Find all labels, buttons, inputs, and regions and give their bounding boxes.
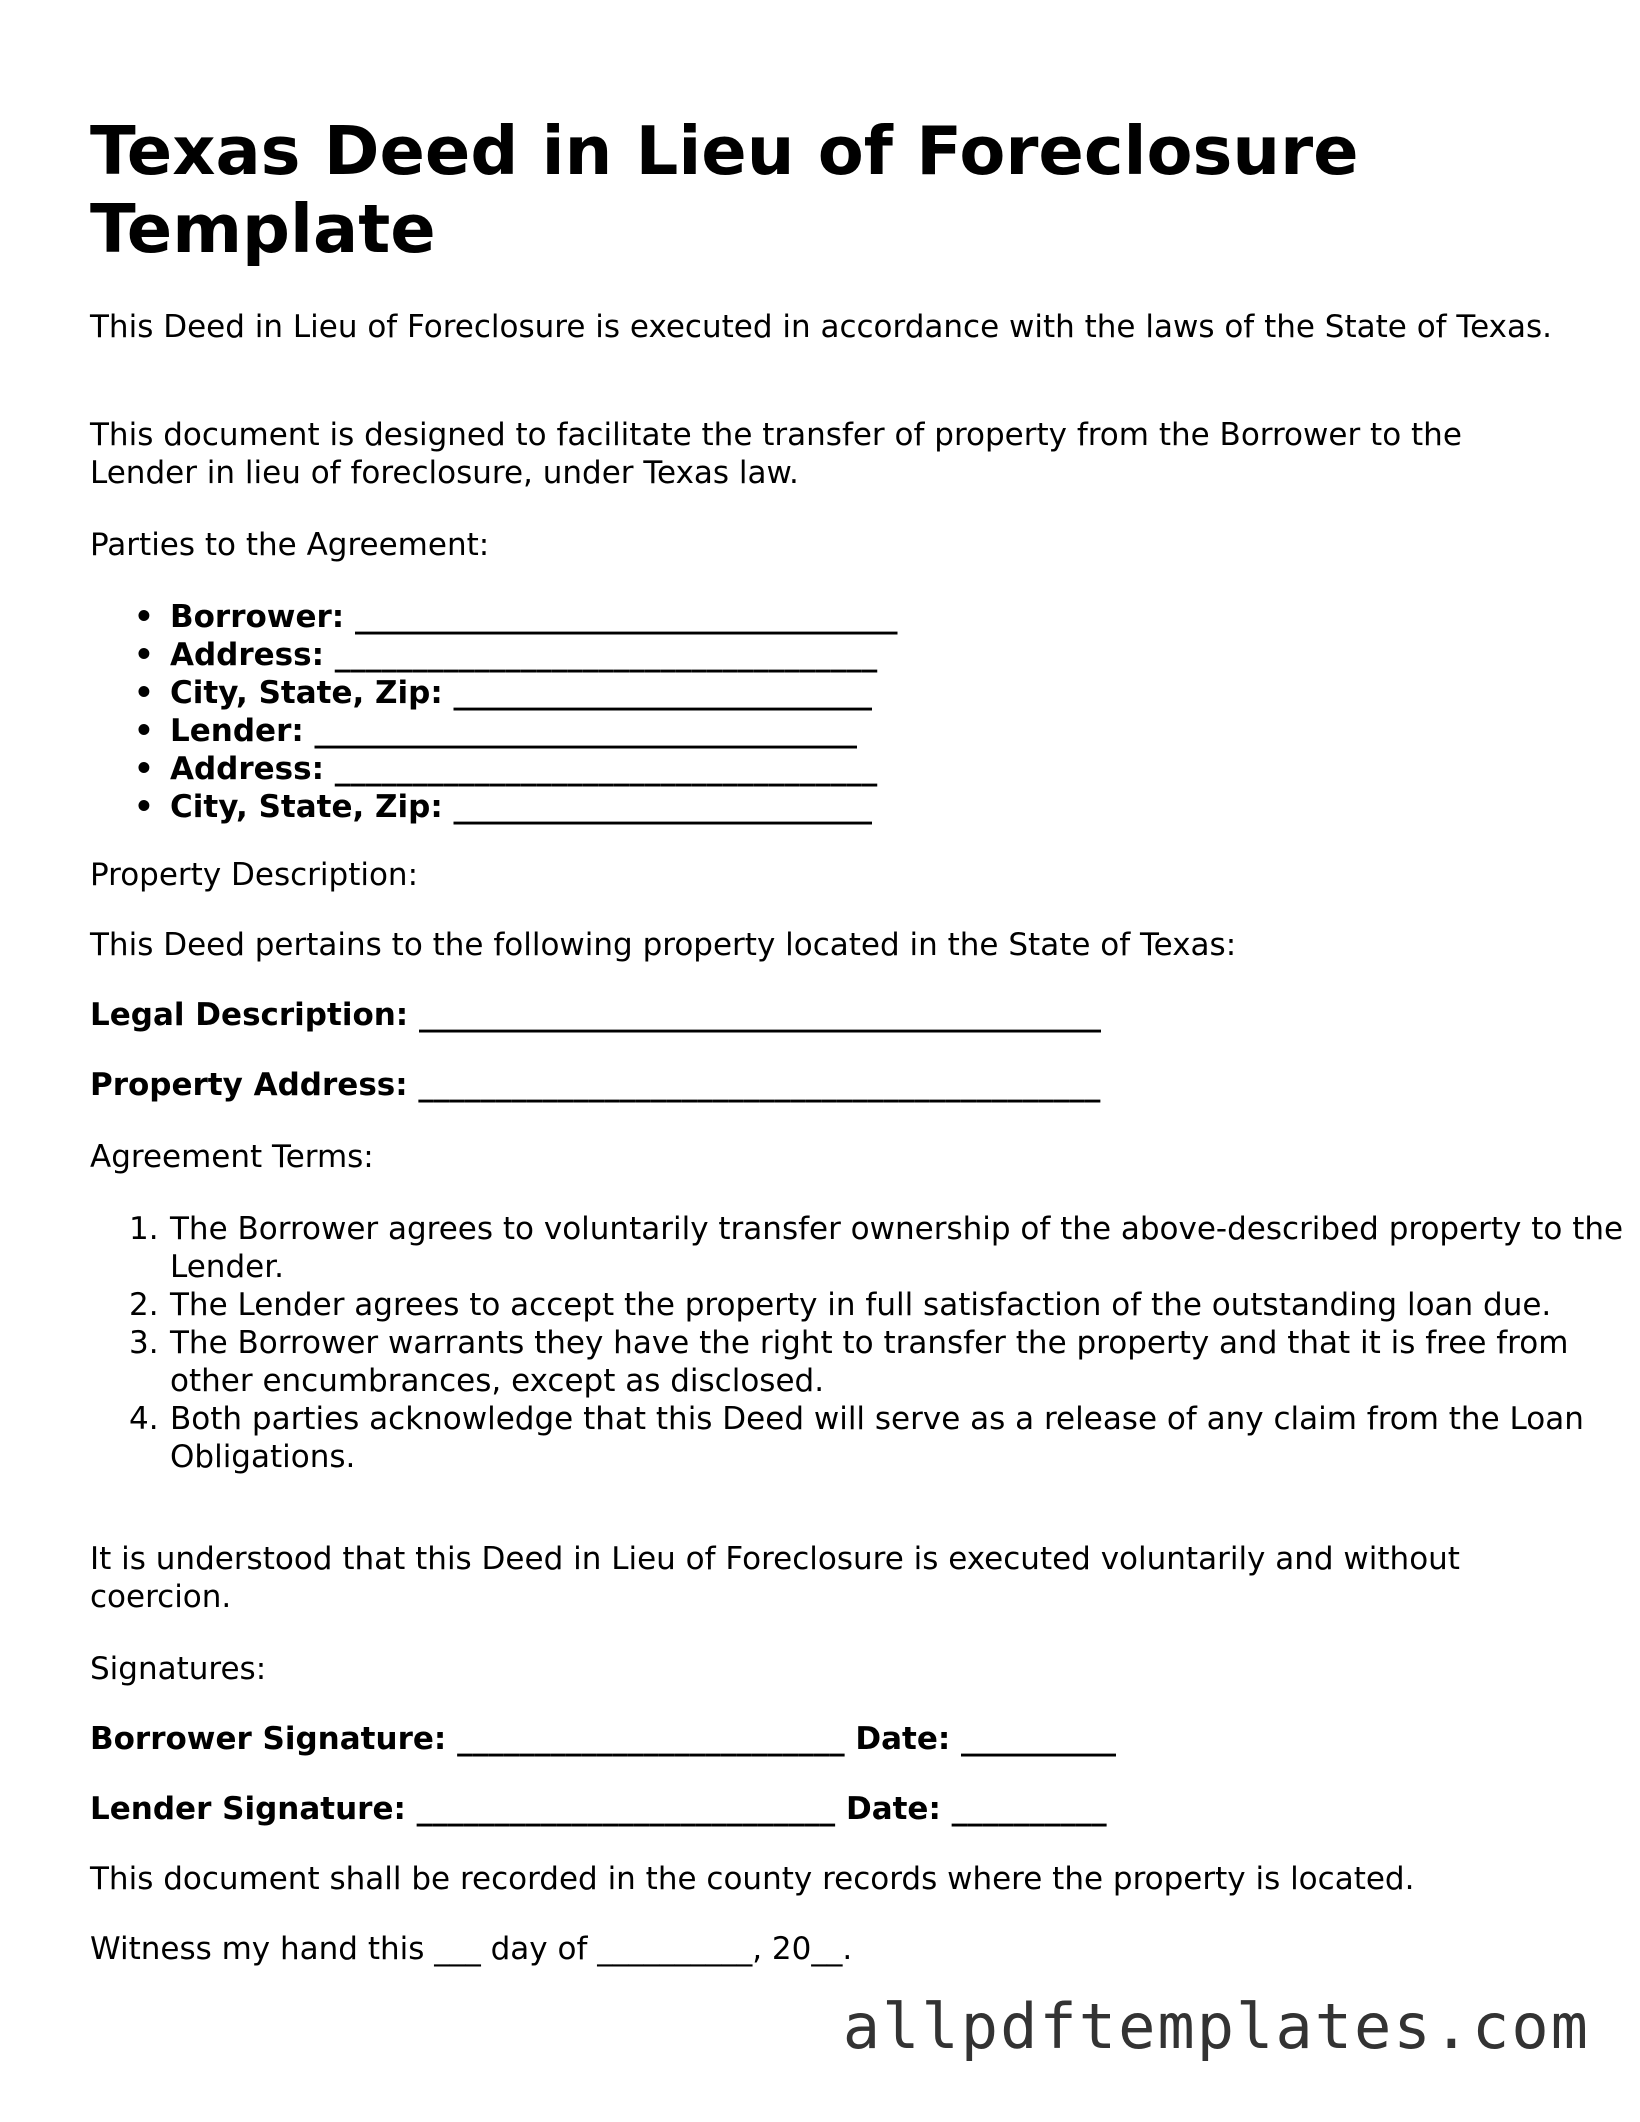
party-borrower-address-field: • Address: ___________________________________ — [170, 636, 897, 674]
site-watermark: allpdftemplates.com — [842, 1990, 1590, 2063]
property-address-field: Property Address: ____________________________________________ — [90, 1067, 1101, 1103]
party-lender-address-field: • Address: ___________________________________ — [170, 750, 897, 788]
terms-list — [90, 1210, 1630, 1476]
lender-signature-field: Lender Signature: ___________________________ Date: __________ — [90, 1791, 1107, 1827]
borrower-signature-field: Borrower Signature: _________________________ Date: __________ — [90, 1721, 1117, 1757]
term-number: 4. — [129, 1401, 159, 1437]
property-text: This Deed pertains to the following property located in the State of Texas: — [90, 927, 1237, 963]
term-number: 2. — [129, 1287, 159, 1323]
term-text: The Borrower warrants they have the right to transfer the property and that it is free from other encumbrances, except as disclosed. — [170, 1325, 1569, 1399]
party-borrower-city-field: • City, State, Zip: ___________________________ — [170, 674, 897, 712]
term-number: 1. — [129, 1211, 159, 1247]
document-title: Texas Deed in Lieu of Foreclosure Template — [90, 112, 1359, 268]
term-text: The Borrower agrees to voluntarily transfer ownership of the above-described property to the Lender. — [170, 1211, 1624, 1285]
legal-description-field: Legal Description: ____________________________________________ — [90, 997, 1101, 1033]
party-lender-field: • Lender: ___________________________________ — [170, 712, 897, 750]
signatures-heading: Signatures: — [90, 1651, 267, 1687]
parties-list — [90, 598, 897, 826]
term-item — [129, 1210, 1630, 1286]
terms-heading: Agreement Terms: — [90, 1139, 374, 1175]
intro-paragraph-1: This Deed in Lieu of Foreclosure is executed in accordance with the laws of the State of Texas. — [90, 309, 1552, 345]
term-item — [129, 1324, 1630, 1400]
intro-paragraph-2: This document is designed to facilitate the transfer of property from the Borrower to the Lender in lieu of foreclosure, under Texas law. — [90, 417, 1462, 491]
term-text: The Lender agrees to accept the property in full satisfaction of the outstanding loan due. — [170, 1287, 1552, 1323]
party-lender-city-field: • City, State, Zip: ___________________________ — [170, 788, 897, 826]
recorded-paragraph: This document shall be recorded in the county records where the property is located. — [90, 1861, 1415, 1897]
term-item — [129, 1286, 1630, 1324]
term-number: 3. — [129, 1325, 159, 1361]
party-borrower-field: • Borrower: ___________________________________ — [170, 598, 897, 636]
property-heading: Property Description: — [90, 857, 419, 893]
parties-heading: Parties to the Agreement: — [90, 527, 490, 563]
understood-paragraph: It is understood that this Deed in Lieu of Foreclosure is executed voluntarily and without coercion. — [90, 1541, 1460, 1615]
witness-line: Witness my hand this ___ day of __________, 20__. — [90, 1931, 853, 1967]
term-text: Both parties acknowledge that this Deed will serve as a release of any claim from the Loan Obligations. — [170, 1401, 1584, 1475]
term-item — [129, 1400, 1630, 1476]
